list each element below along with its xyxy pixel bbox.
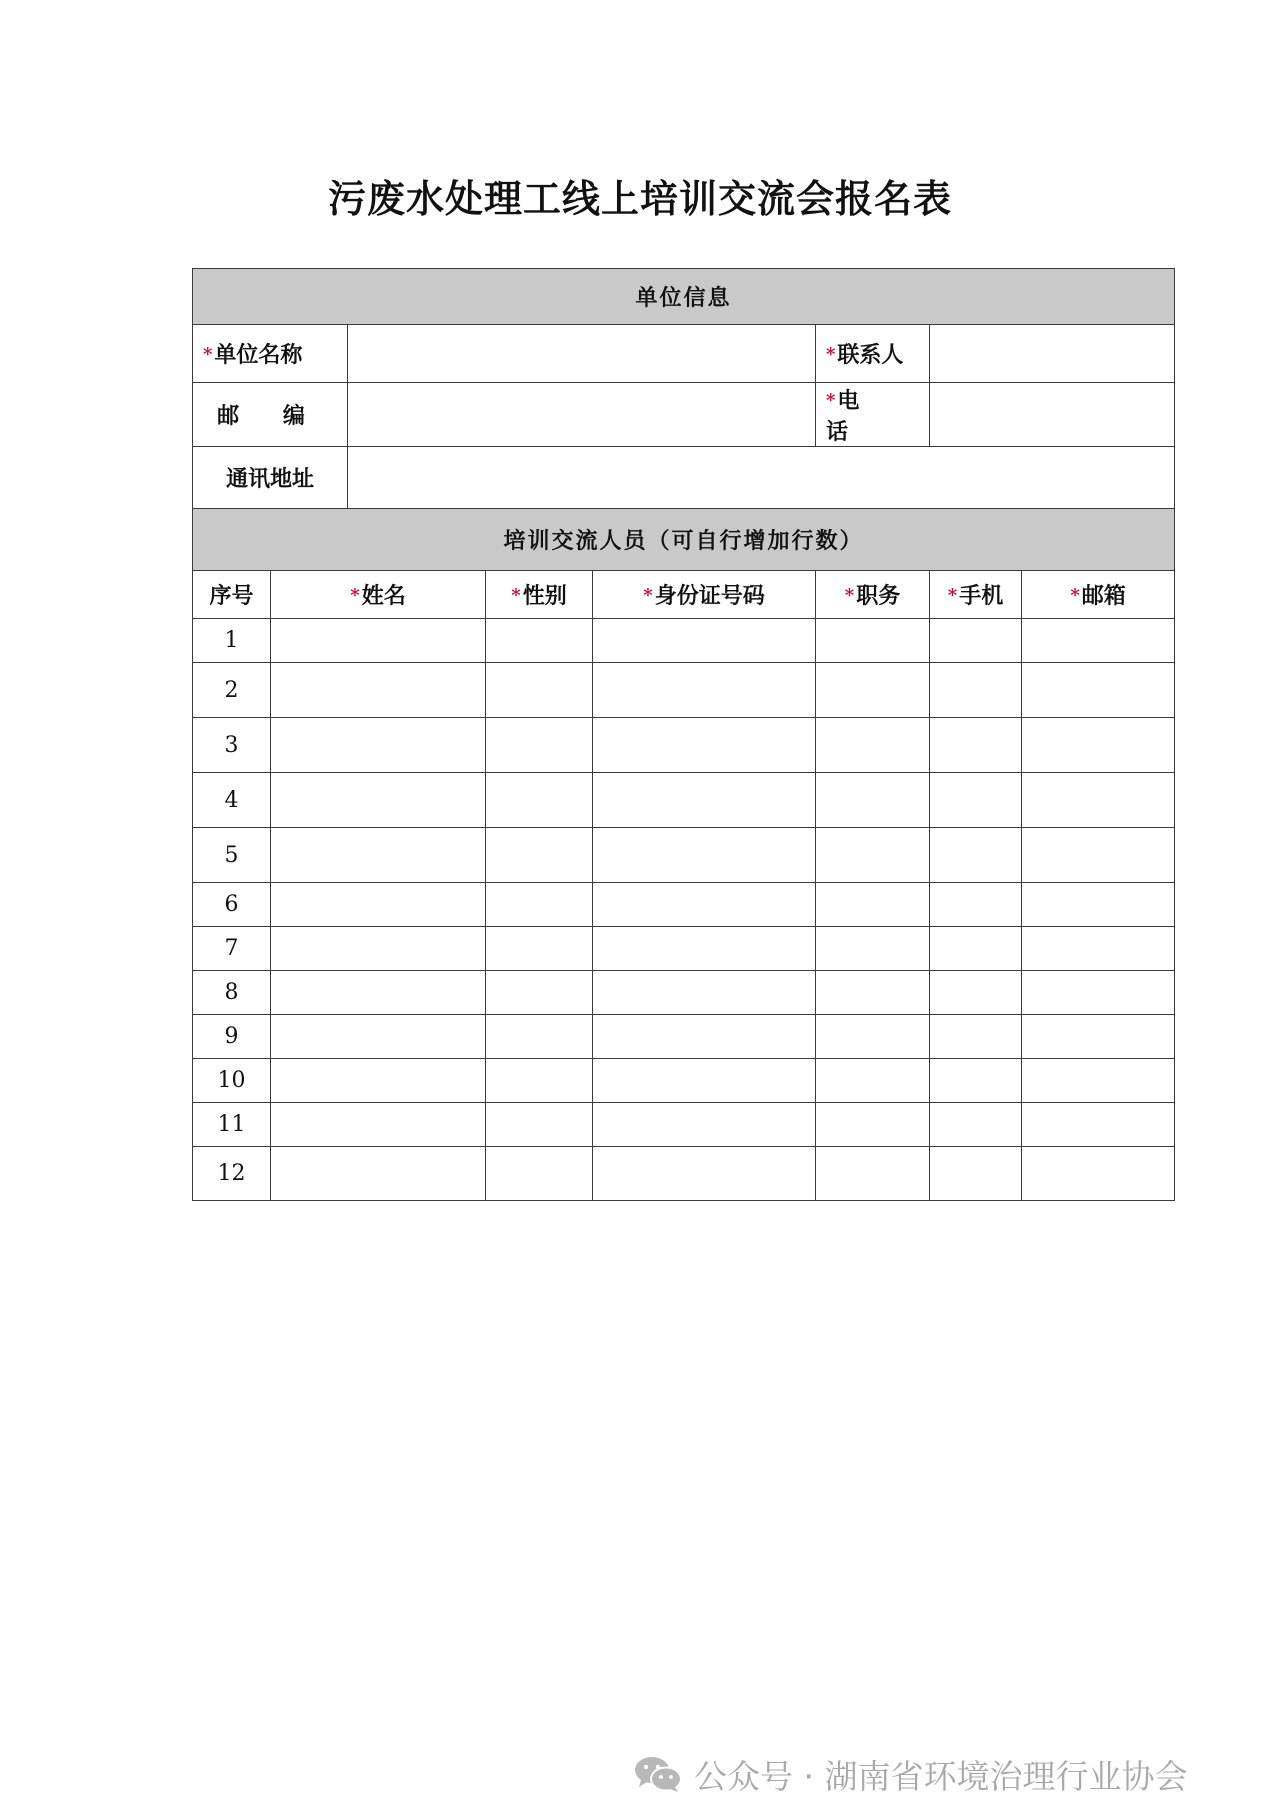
mobile-cell[interactable]: [930, 1103, 1022, 1147]
email-cell[interactable]: [1022, 663, 1175, 718]
table-row: [193, 883, 1175, 927]
table-row: [193, 619, 1175, 663]
id-number-cell[interactable]: [593, 1103, 816, 1147]
mobile-cell[interactable]: [930, 663, 1022, 718]
contact-field[interactable]: [930, 325, 1175, 383]
col-header-position: *职务: [816, 571, 930, 619]
required-mark: *: [947, 585, 958, 606]
address-label: 通讯地址: [193, 447, 348, 509]
mobile-cell[interactable]: [930, 1015, 1022, 1059]
required-mark: *: [643, 585, 653, 606]
id-number-cell[interactable]: [593, 971, 816, 1015]
id-number-cell[interactable]: [593, 927, 816, 971]
row-number: 3: [193, 718, 271, 773]
gender-cell[interactable]: [486, 718, 593, 773]
col-header-gender: *性别: [486, 571, 593, 619]
col-header-seq: 序号: [193, 571, 271, 619]
postcode-field[interactable]: [348, 383, 816, 447]
name-cell[interactable]: [271, 619, 486, 663]
required-mark: *: [350, 585, 360, 606]
id-number-cell[interactable]: [593, 883, 816, 927]
table-row: [193, 1147, 1175, 1201]
id-number-cell[interactable]: [593, 718, 816, 773]
position-cell[interactable]: [816, 1059, 930, 1103]
position-cell[interactable]: [816, 883, 930, 927]
registration-form: [192, 268, 1175, 1201]
name-cell[interactable]: [271, 1015, 486, 1059]
row-number: 9: [193, 1015, 271, 1059]
email-cell[interactable]: [1022, 971, 1175, 1015]
id-number-cell[interactable]: [593, 773, 816, 828]
gender-cell[interactable]: [486, 883, 593, 927]
required-mark: *: [1070, 585, 1080, 606]
mobile-cell[interactable]: [930, 971, 1022, 1015]
id-number-cell[interactable]: [593, 663, 816, 718]
row-number: 10: [193, 1059, 271, 1103]
phone-field[interactable]: [930, 383, 1175, 447]
email-cell[interactable]: [1022, 1059, 1175, 1103]
col-header-id-number: *身份证号码: [593, 571, 816, 619]
gender-cell[interactable]: [486, 1015, 593, 1059]
email-cell[interactable]: [1022, 773, 1175, 828]
mobile-cell[interactable]: [930, 619, 1022, 663]
gender-cell[interactable]: [486, 927, 593, 971]
position-cell[interactable]: [816, 663, 930, 718]
email-cell[interactable]: [1022, 1015, 1175, 1059]
unit-name-label: *单位名称: [193, 325, 348, 383]
name-cell[interactable]: [271, 718, 486, 773]
row-number: 4: [193, 773, 271, 828]
name-cell[interactable]: [271, 1147, 486, 1201]
gender-cell[interactable]: [486, 1147, 593, 1201]
mobile-cell[interactable]: [930, 927, 1022, 971]
email-cell[interactable]: [1022, 1147, 1175, 1201]
id-number-cell[interactable]: [593, 1059, 816, 1103]
name-cell[interactable]: [271, 773, 486, 828]
table-row: [193, 663, 1175, 718]
position-cell[interactable]: [816, 773, 930, 828]
position-cell[interactable]: [816, 971, 930, 1015]
postcode-label: 邮 编: [193, 383, 348, 447]
unit-info-heading: 单位信息: [193, 269, 1175, 325]
mobile-cell[interactable]: [930, 718, 1022, 773]
position-cell[interactable]: [816, 619, 930, 663]
watermark: [632, 1752, 1187, 1796]
id-number-cell[interactable]: [593, 619, 816, 663]
id-number-cell[interactable]: [593, 828, 816, 883]
name-cell[interactable]: [271, 971, 486, 1015]
table-row: [193, 718, 1175, 773]
email-cell[interactable]: [1022, 883, 1175, 927]
position-cell[interactable]: [816, 828, 930, 883]
name-cell[interactable]: [271, 1103, 486, 1147]
mobile-cell[interactable]: [930, 1147, 1022, 1201]
position-cell[interactable]: [816, 718, 930, 773]
col-header-mobile: *手机: [930, 571, 1022, 619]
row-number: 7: [193, 927, 271, 971]
wechat-icon: [632, 1754, 684, 1794]
people-section-heading: 培训交流人员（可自行增加行数）: [193, 509, 1175, 571]
col-header-email: *邮箱: [1022, 571, 1175, 619]
table-row: [193, 927, 1175, 971]
required-mark: *: [511, 585, 521, 606]
table-row: [193, 1015, 1175, 1059]
gender-cell[interactable]: [486, 1103, 593, 1147]
unit-name-field[interactable]: [348, 325, 816, 383]
position-cell[interactable]: [816, 1103, 930, 1147]
row-number: 8: [193, 971, 271, 1015]
name-cell[interactable]: [271, 828, 486, 883]
name-cell[interactable]: [271, 663, 486, 718]
gender-cell[interactable]: [486, 619, 593, 663]
contact-label: *联系人: [816, 325, 930, 383]
name-cell[interactable]: [271, 1059, 486, 1103]
gender-cell[interactable]: [486, 1059, 593, 1103]
gender-cell[interactable]: [486, 773, 593, 828]
required-mark: *: [844, 585, 855, 606]
id-number-cell[interactable]: [593, 1015, 816, 1059]
row-number: 2: [193, 663, 271, 718]
gender-cell[interactable]: [486, 663, 593, 718]
row-number: 6: [193, 883, 271, 927]
mobile-cell[interactable]: [930, 1059, 1022, 1103]
position-cell[interactable]: [816, 927, 930, 971]
row-number: 1: [193, 619, 271, 663]
email-cell[interactable]: [1022, 718, 1175, 773]
required-mark: *: [826, 389, 836, 411]
required-mark: *: [826, 344, 836, 365]
position-cell[interactable]: [816, 1147, 930, 1201]
table-row: [193, 1103, 1175, 1147]
table-row: [193, 773, 1175, 828]
position-cell[interactable]: [816, 1015, 930, 1059]
table-row: [193, 1059, 1175, 1103]
watermark-text: 公众号 · 湖南省环境治理行业协会: [694, 1756, 1188, 1796]
page-title: 污废水处理工线上培训交流会报名表: [327, 177, 952, 221]
mobile-cell[interactable]: [930, 828, 1022, 883]
mobile-cell[interactable]: [930, 773, 1022, 828]
phone-label: *电 话: [816, 383, 930, 447]
email-cell[interactable]: [1022, 828, 1175, 883]
required-mark: *: [203, 344, 213, 365]
email-cell[interactable]: [1022, 1103, 1175, 1147]
email-cell[interactable]: [1022, 927, 1175, 971]
name-cell[interactable]: [271, 927, 486, 971]
table-row: [193, 971, 1175, 1015]
name-cell[interactable]: [271, 883, 486, 927]
participant-rows: [193, 619, 1175, 1201]
mobile-cell[interactable]: [930, 883, 1022, 927]
row-number: 5: [193, 828, 271, 883]
col-header-name: *姓名: [271, 571, 486, 619]
row-number: 12: [193, 1147, 271, 1201]
gender-cell[interactable]: [486, 828, 593, 883]
gender-cell[interactable]: [486, 971, 593, 1015]
table-row: [193, 828, 1175, 883]
email-cell[interactable]: [1022, 619, 1175, 663]
address-field[interactable]: [348, 447, 1175, 509]
id-number-cell[interactable]: [593, 1147, 816, 1201]
row-number: 11: [193, 1103, 271, 1147]
